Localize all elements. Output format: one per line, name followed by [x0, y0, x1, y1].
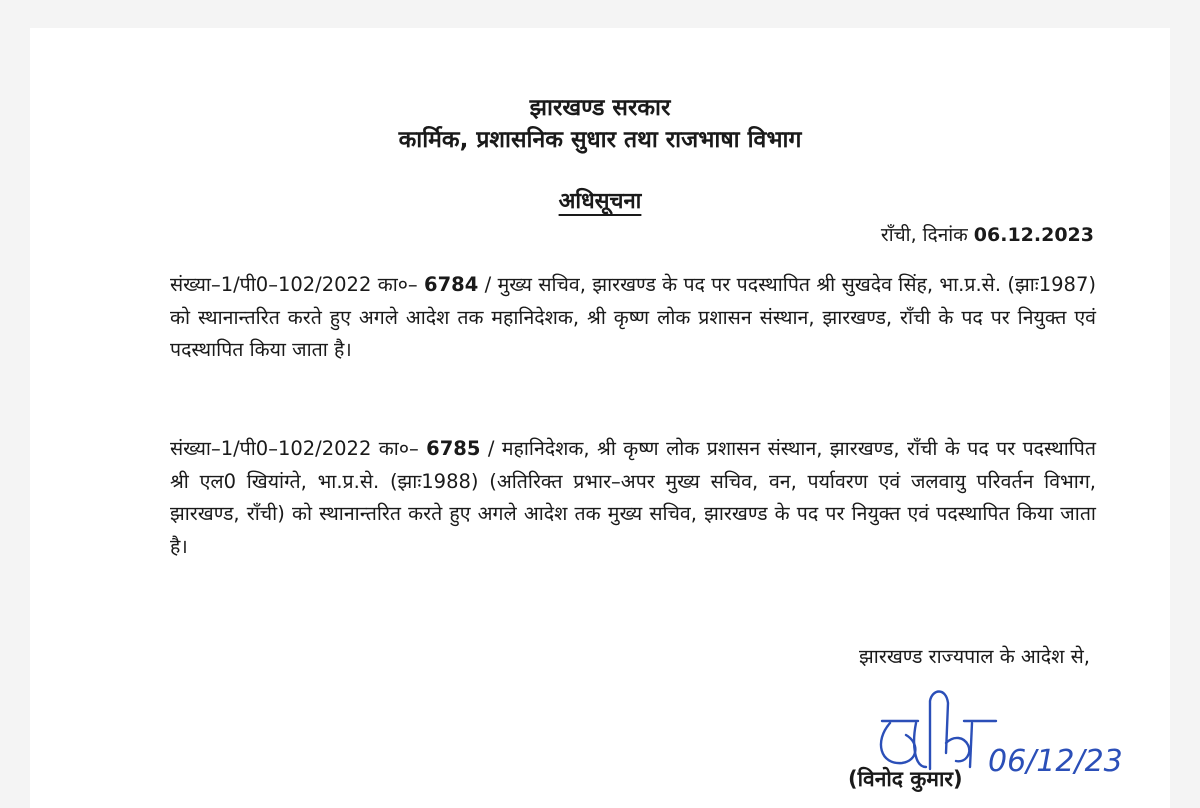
reference-prefix: संख्या–1/पी0–102/2022 का०–	[170, 437, 427, 460]
reference-number: 6784	[424, 273, 479, 296]
signature-date: 06/12/23	[988, 744, 1123, 779]
order-paragraph-2	[170, 433, 1096, 563]
reference-number: 6785	[426, 437, 481, 460]
government-name: झारखण्ड सरकार	[529, 95, 671, 121]
place-date-label: राँची, दिनांक	[880, 224, 968, 246]
notification-date: 06.12.2023	[973, 224, 1094, 246]
notification-title	[30, 185, 1170, 215]
signatory-name: (विनोद कुमार)	[848, 767, 963, 791]
governor-order-line: झारखण्ड राज्यपाल के आदेश से,	[859, 645, 1090, 668]
paragraph-text: / महानिदेशक, श्री कृष्ण लोक प्रशासन संस्थान, झारखण्ड, राँची के पद पर पदस्थापित श्री एल0 खियांग्ते, भा.प्र.से. (झाः1988) (अतिरिक्त प्रभार–अपर मुख्य सचिव, वन, पर्यावरण एवं जलवायु परिवर्तन विभाग, झारखण्ड, राँची) को स्थानान्तरित करते हुए अगले आदेश तक मुख्य सचिव, झारखण्ड के पद पर नियुक्त एवं पदस्थापित किया जाता है।	[170, 437, 1096, 558]
place-date-line	[881, 221, 1094, 247]
paragraph-text: / मुख्य सचिव, झारखण्ड के पद पर पदस्थापित श्री सुखदेव सिंह, भा.प्र.से. (झाः1987) को स्थानान्तरित करते हुए अगले आदेश तक महानिदेशक, श्री कृष्ण लोक प्रशासन संस्थान, झारखण्ड, राँची के पद पर नियुक्त एवं पदस्थापित किया जाता है।	[170, 273, 1096, 361]
notification-title-text: अधिसूचना	[558, 189, 642, 214]
order-paragraph-1	[170, 269, 1096, 367]
document-page	[30, 28, 1170, 808]
department-name: कार्मिक, प्रशासनिक सुधार तथा राजभाषा विभाग	[398, 127, 802, 153]
reference-prefix: संख्या–1/पी0–102/2022 का०–	[170, 273, 425, 296]
